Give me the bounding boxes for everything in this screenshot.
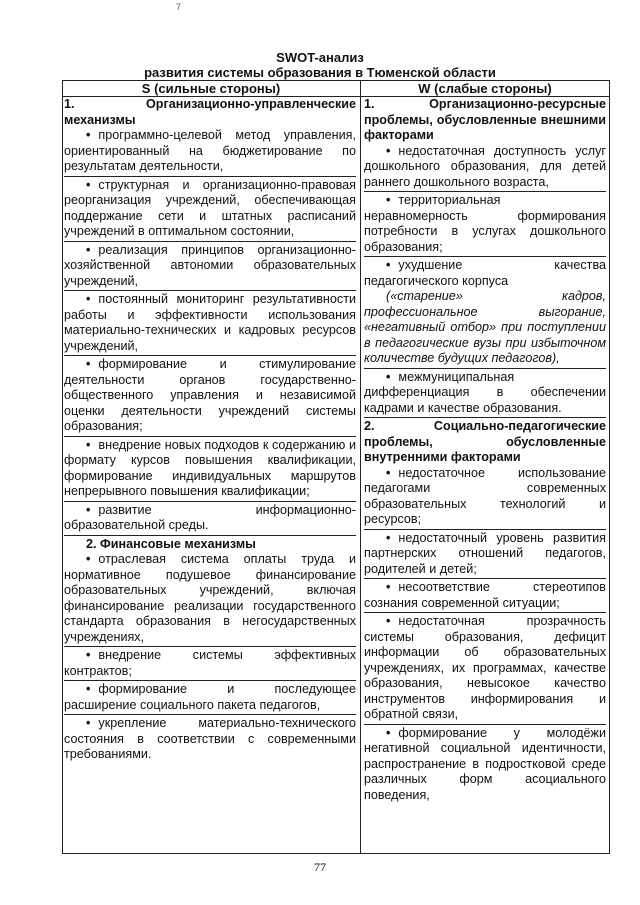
list-item: • отраслевая система оплаты труда и нормативное подушевое финансирование образовательных учреждений, включая финансирование реализации государственного стандарта образования в негосударственных учреждениях, — [64, 552, 356, 645]
section-heading: 2. Социально-педагогические проблемы, обусловленные внутренними факторами — [364, 419, 606, 464]
cell-social-problems — [364, 419, 606, 530]
list-item-cell — [64, 438, 356, 502]
list-item-cell — [364, 726, 606, 805]
document-subtitle: развития системы образования в Тюменской области — [144, 65, 496, 80]
document-title: SWOT-анализ — [276, 50, 364, 65]
list-item: • недостаточное использование педагогами современных образовательных технологий и ресурсов; — [364, 466, 606, 528]
list-item: • постоянный мониторинг результативности работы и эффективности использования материально-технических и кадровых ресурсов учреждений, — [64, 292, 356, 354]
list-item-note: («старение» кадров, профессиональное выгорание, «негативный отбор» при поступлении в педагогические вузы при избыточном количестве будущих педагогов), — [364, 289, 606, 365]
header-weaknesses: W (слабые стороны) — [360, 80, 610, 97]
list-item-cell — [364, 193, 606, 257]
list-item-cell — [364, 258, 606, 369]
section-heading: 2. Финансовые механизмы — [86, 536, 256, 551]
list-item: • недостаточный уровень развития партнерских отношений педагогов, родителей и детей; — [364, 531, 606, 578]
list-item-cell — [64, 682, 356, 715]
list-item-cell — [64, 503, 356, 536]
list-item: • укрепление материально-технического состояния в соответствии с современными требованиями. — [64, 716, 356, 763]
cell-fin-mechanisms — [64, 537, 356, 648]
list-item-cell — [64, 716, 356, 764]
weaknesses-column — [364, 97, 606, 805]
strengths-column — [64, 97, 356, 765]
list-item-cell — [364, 370, 606, 419]
list-item: • формирование и последующее расширение социального пакета педагогов, — [64, 682, 356, 713]
list-item: • ухудшение качества педагогического корпуса — [364, 258, 606, 289]
list-item: • развитие информационно-образовательной среды. — [64, 503, 356, 534]
list-item: • реализация принципов организационно-хозяйственной автономии образовательных учреждений, — [64, 243, 356, 290]
cell-resource-problems — [364, 97, 606, 192]
list-item: • структурная и организационно-правовая реорганизация учреждений, обеспечивающая поддержание сети и штатных расписаний учреждений в оптимальном состоянии, — [64, 178, 356, 240]
list-item: • несоответствие стереотипов сознания современной ситуации; — [364, 580, 606, 611]
margin-mark: 7 — [176, 2, 182, 12]
list-item: • программно-целевой метод управления, ориентированный на бюджетирование по результатам деятельности, — [64, 128, 356, 175]
list-item-cell — [64, 648, 356, 681]
list-item: • территориальная неравномерность формирования потребности в услугах дошкольного образования; — [364, 193, 606, 255]
list-item: • внедрение новых подходов к содержанию и формату курсов повышения квалификации, формирование индивидуальных маршрутов непрерывного повышения квалификации; — [64, 438, 356, 500]
page-number: 77 — [314, 860, 326, 874]
list-item-cell — [64, 292, 356, 356]
list-item: • недостаточная доступность услуг дошкольного образования, для детей раннего дошкольного возраста, — [364, 144, 606, 191]
cell-org-mechanisms — [64, 97, 356, 177]
list-item: • формирование у молодёжи негативной социальной идентичности, распространение в подростковой среде различных форм асоциального поведения, — [364, 726, 606, 804]
list-item-cell — [64, 178, 356, 242]
list-item-cell — [364, 580, 606, 613]
section-heading: 1. Организационно-ресурсные проблемы, обусловленные внешними факторами — [364, 97, 606, 142]
section-heading: 1. Организационно-управленческие механизмы — [64, 97, 356, 127]
list-item: • формирование и стимулирование деятельности органов государственно-общественного управления и независимой оценки деятельности учреждений системы образования; — [64, 357, 356, 435]
list-item-cell — [364, 531, 606, 580]
header-strengths: S (сильные стороны) — [62, 80, 360, 97]
list-item: • недостаточная прозрачность системы образования, дефицит информации об образовательных учреждениях, их программах, качестве образования, невысокое качество инструментов информирования и обратной связи, — [364, 614, 606, 723]
list-item-cell — [64, 357, 356, 437]
list-item-cell — [364, 614, 606, 725]
list-item-cell — [64, 243, 356, 292]
list-item: • внедрение системы эффективных контрактов; — [64, 648, 356, 679]
column-divider — [360, 80, 361, 854]
list-item: • межмуниципальная дифференциация в обеспечении кадрами и качестве образования. — [364, 370, 606, 417]
